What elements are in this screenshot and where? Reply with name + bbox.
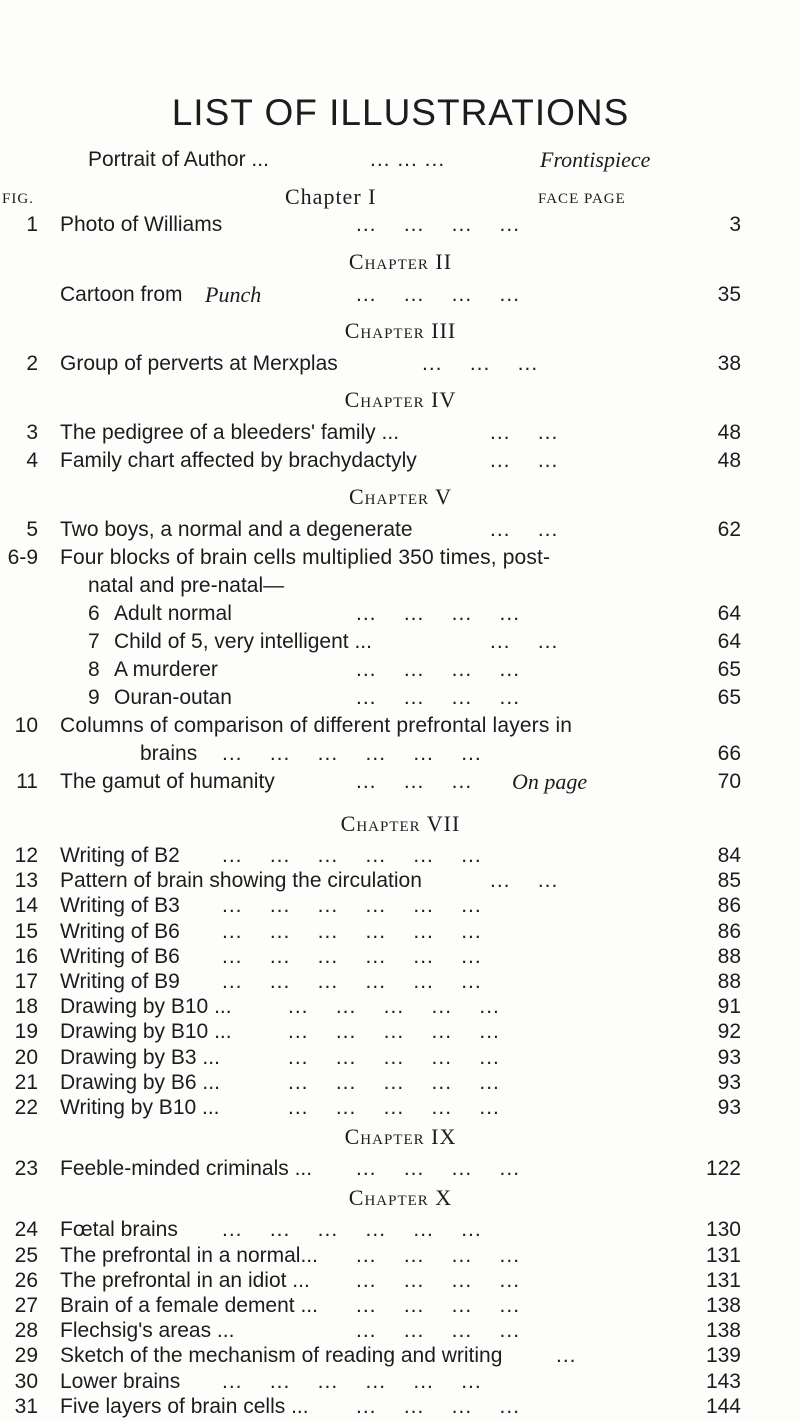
page-number: 65 xyxy=(717,658,741,681)
sub-number: 9 xyxy=(88,686,100,709)
entry-dots: ... ... ... ... xyxy=(356,1157,521,1181)
page-number: 38 xyxy=(717,352,741,375)
entry-label: Writing of B9 xyxy=(60,970,180,993)
fig-number: 13 xyxy=(14,869,38,893)
page-number: 93 xyxy=(717,1070,741,1094)
entry-dots: ... ... ... ... ... xyxy=(288,1096,500,1119)
fig-number: 17 xyxy=(14,970,38,993)
entry-dots: ... ... ... ... ... ... xyxy=(222,844,482,867)
entry-dots: ... ... ... ... xyxy=(356,602,521,625)
sub-label: A murderer xyxy=(114,658,218,681)
list-item xyxy=(0,418,801,448)
entry-label: Sketch of the mechanism of reading and writing xyxy=(60,1344,503,1368)
fig-number: 2 xyxy=(26,352,38,375)
sub-number: 8 xyxy=(88,658,100,681)
fig-number: 21 xyxy=(14,1070,38,1094)
fig-number: 20 xyxy=(14,1045,38,1069)
entry-label: Photo of Williams xyxy=(60,213,223,236)
page-number: 86 xyxy=(717,894,741,918)
page-number: 88 xyxy=(717,970,741,993)
fig-number: 26 xyxy=(14,1268,38,1292)
fig-number: 19 xyxy=(14,1020,38,1044)
chapter-heading: Chapter III xyxy=(344,318,457,343)
fig-number: 15 xyxy=(14,919,38,943)
entry-dots: ... ... ... ... ... xyxy=(288,1045,500,1069)
entry-dots: ... ... ... ... ... xyxy=(288,1020,500,1044)
entry-label: Drawing by B6 ... xyxy=(60,1070,220,1094)
page-number: 64 xyxy=(717,602,741,625)
entry-label: The prefrontal in an idiot ... xyxy=(60,1268,310,1292)
entry-label: Five layers of brain cells ... xyxy=(60,1394,309,1418)
entry-dots: ... ... ... ... ... ... xyxy=(222,1369,482,1393)
page-number: 139 xyxy=(705,1344,741,1368)
entry-dots: ... ... ... ... xyxy=(356,213,521,236)
entry-label: Feeble-minded criminals ... xyxy=(60,1157,313,1181)
entry-label: Pattern of brain showing the circulation xyxy=(60,869,422,893)
entry-dots: ... ... ... ... xyxy=(356,1243,521,1267)
sub-number: 7 xyxy=(88,630,100,653)
entry-label: Flechsig's areas ... xyxy=(60,1319,235,1343)
entry-label: Writing of B6 xyxy=(60,919,180,943)
fig-number: 5 xyxy=(26,518,38,541)
entry-dots: ... ... ... ... ... ... xyxy=(222,919,482,943)
sub-label: Adult normal xyxy=(114,602,232,625)
entry-label: natal and pre-natal— xyxy=(88,574,285,597)
page-number: 144 xyxy=(705,1394,741,1418)
sub-label: Child of 5, very intelligent ... xyxy=(114,630,372,653)
entry-label: Lower brains xyxy=(60,1369,181,1393)
list-item xyxy=(0,349,801,379)
page-number: 84 xyxy=(717,844,741,867)
page-number: 3 xyxy=(729,213,741,236)
page-number: 143 xyxy=(705,1369,741,1393)
entry-label: Fœtal brains xyxy=(60,1218,178,1242)
entry-dots: ... ... xyxy=(490,869,559,893)
list-item-continued xyxy=(0,739,801,769)
entry-label: Brain of a female dement ... xyxy=(60,1294,318,1317)
page-number: 88 xyxy=(717,944,741,968)
entry-label: Family chart affected by brachydactyly xyxy=(60,449,417,472)
entry-dots: ... ... ... ... ... ... xyxy=(222,894,482,918)
entry-label: Cartoon from xyxy=(60,283,183,306)
fig-number: 28 xyxy=(14,1319,38,1343)
entry-label: Two boys, a normal and a degenerate xyxy=(60,518,413,541)
page-number: 131 xyxy=(705,1268,741,1292)
fig-number: 18 xyxy=(14,995,38,1019)
sub-item xyxy=(0,683,801,713)
fig-number: 31 xyxy=(14,1394,38,1418)
chapter-heading: Chapter X xyxy=(348,1185,453,1211)
entry-dots: ... ... ... ... ... ... xyxy=(222,1218,482,1242)
list-item xyxy=(0,543,801,573)
page-number: 86 xyxy=(717,919,741,943)
entry-dots: ... ... ... ... ... ... xyxy=(222,742,482,765)
page-title: LIST OF ILLUSTRATIONS xyxy=(171,92,630,133)
list-item xyxy=(0,1392,801,1422)
entry-dots: ... ... xyxy=(490,449,559,472)
entry-dots: ... ... ... ... ... xyxy=(288,995,500,1019)
fig-number: 10 xyxy=(14,714,38,737)
page-number: 70 xyxy=(717,770,741,793)
fig-header: FIG. xyxy=(2,191,34,207)
page-number: 65 xyxy=(717,686,741,709)
page-number: 131 xyxy=(705,1243,741,1267)
page-number: 138 xyxy=(705,1294,741,1317)
fig-number: 4 xyxy=(26,449,38,472)
entry-label: Drawing by B10 ... xyxy=(60,1020,232,1044)
list-item xyxy=(0,280,801,310)
entry-dots: ... ... ... xyxy=(422,352,539,375)
entry-label: Writing by B10 ... xyxy=(60,1096,220,1119)
list-item xyxy=(0,1093,801,1123)
entry-dots: ... ... ... ... xyxy=(356,1268,521,1292)
page-number: 93 xyxy=(717,1096,741,1119)
fig-number: 27 xyxy=(14,1294,38,1317)
page-number: 91 xyxy=(717,995,741,1019)
entry-label: Group of perverts at Merxplas xyxy=(60,352,338,375)
fig-number: 1 xyxy=(26,213,38,236)
chapter-heading: Chapter IV xyxy=(344,387,457,412)
fig-number: 16 xyxy=(14,944,38,968)
entry-dots: ... ... ... ... ... ... xyxy=(222,944,482,968)
entry-label: brains xyxy=(140,742,198,765)
chapter-heading: Chapter V xyxy=(348,484,452,509)
fig-number: 25 xyxy=(14,1243,38,1267)
sub-item xyxy=(0,627,801,657)
entry-dots: ... ... xyxy=(490,630,559,653)
list-item xyxy=(0,446,801,476)
fig-number: 30 xyxy=(14,1369,38,1393)
page-number: 138 xyxy=(705,1319,741,1343)
list-item xyxy=(0,767,801,797)
fig-number: 11 xyxy=(16,770,38,793)
frontispiece-row xyxy=(0,145,801,175)
chapter-i-heading: Chapter I xyxy=(285,184,377,209)
fig-number: 14 xyxy=(14,894,38,918)
list-item xyxy=(0,711,801,741)
page-number: 122 xyxy=(705,1157,741,1181)
entry-dots: ... ... ... ... xyxy=(356,1294,521,1317)
entry-dots: ... ... ... ... xyxy=(356,686,521,709)
page-number: 62 xyxy=(717,518,741,541)
entry-label: Writing of B6 xyxy=(60,944,180,968)
on-page-label: On page xyxy=(512,769,588,794)
entry-dots: ... ... ... ... xyxy=(356,283,521,306)
page-number: 35 xyxy=(717,283,741,306)
list-item xyxy=(0,515,801,545)
page-number: 85 xyxy=(717,869,741,893)
fig-number: 12 xyxy=(14,844,38,867)
list-item xyxy=(0,210,801,240)
frontispiece-dots: ... ... ... xyxy=(370,148,446,171)
page-number: 64 xyxy=(717,630,741,653)
page-number: 66 xyxy=(717,742,741,765)
sub-item xyxy=(0,655,801,685)
entry-label: The prefrontal in a normal... xyxy=(60,1243,318,1267)
sub-label: Ouran-outan xyxy=(114,686,232,709)
entry-label: Columns of comparison of different prefrontal layers in xyxy=(60,714,573,737)
entry-dots: ... ... ... ... xyxy=(356,1394,521,1418)
chapter-heading: Chapter IX xyxy=(344,1124,457,1150)
fig-number: 23 xyxy=(14,1157,38,1181)
entry-dots: ... ... ... ... xyxy=(356,658,521,681)
entry-label: Four blocks of brain cells multiplied 350 times, post- xyxy=(60,546,551,569)
entry-dots: ... ... ... ... ... xyxy=(288,1070,500,1094)
entry-label: The pedigree of a bleeders' family ... xyxy=(60,421,400,444)
chapter-heading: Chapter VII xyxy=(340,811,461,836)
list-item-continued xyxy=(0,571,801,601)
fig-number: 3 xyxy=(26,421,38,444)
page-number: 130 xyxy=(705,1218,741,1242)
page-number: 92 xyxy=(717,1020,741,1044)
chapter-heading: Chapter II xyxy=(348,249,453,274)
entry-dots: ... xyxy=(556,1344,577,1368)
sub-item xyxy=(0,599,801,629)
page-number: 93 xyxy=(717,1045,741,1069)
header-row xyxy=(0,182,801,212)
entry-label-italic: Punch xyxy=(205,282,262,307)
fig-number: 6-9 xyxy=(7,546,38,569)
page-number: 48 xyxy=(717,421,741,444)
entry-label: Writing of B2 xyxy=(60,844,180,867)
frontispiece-label: Portrait of Author ... xyxy=(88,148,269,171)
entry-dots: ... ... ... xyxy=(356,770,473,793)
page-number: 48 xyxy=(717,449,741,472)
entry-label: Writing of B3 xyxy=(60,894,180,918)
entry-dots: ... ... xyxy=(490,518,559,541)
fig-number: 29 xyxy=(14,1344,38,1368)
entry-dots: ... ... xyxy=(490,421,559,444)
fig-number: 22 xyxy=(14,1096,38,1119)
entry-label: Drawing by B3 ... xyxy=(60,1045,220,1069)
list-item xyxy=(0,1154,801,1184)
entry-label: Drawing by B10 ... xyxy=(60,995,232,1019)
entry-dots: ... ... ... ... xyxy=(356,1319,521,1343)
frontispiece-value: Frontispiece xyxy=(540,147,651,172)
entry-dots: ... ... ... ... ... ... xyxy=(222,970,482,993)
entry-label: The gamut of humanity xyxy=(60,770,275,793)
fig-number: 24 xyxy=(14,1218,38,1242)
face-page-header: FACE PAGE xyxy=(538,191,626,207)
sub-number: 6 xyxy=(88,602,100,625)
